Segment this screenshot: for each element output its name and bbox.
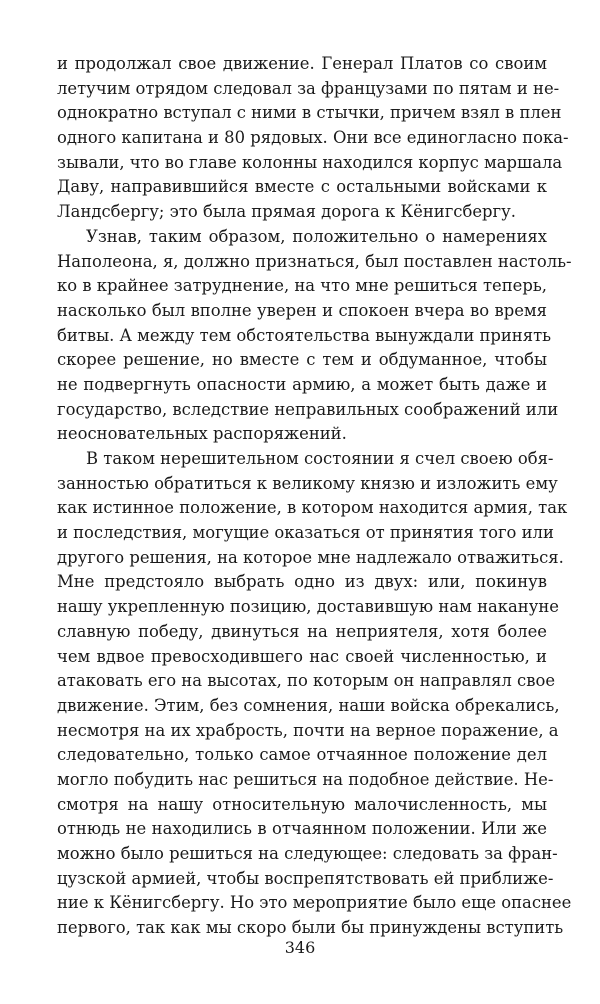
text-line: атаковать его на высотах, по которым он направлял свое bbox=[57, 671, 556, 691]
text-line: зывали, что во главе колонны находился корпус маршала bbox=[57, 152, 563, 172]
text-line: В таком нерешительном состоянии я счел своею обя- bbox=[86, 449, 554, 468]
text-line: битвы. А между тем обстоятельства вынуждали принять bbox=[57, 325, 552, 345]
text-line: чем вдвое превосходившего нас своей численностью, и bbox=[57, 646, 547, 666]
text-line: неосновательных распоряжений. bbox=[57, 424, 347, 444]
text-line: занностью обратиться к великому князю и изложить ему bbox=[57, 473, 558, 493]
text-line: ко в крайнее затруднение, на что мне решиться теперь, bbox=[57, 276, 547, 296]
text-line: первого, так как мы скоро были бы принуждены вступить bbox=[57, 918, 564, 938]
text-line: ние к Кёнигсбергу. Но это мероприятие было еще опаснее bbox=[57, 893, 572, 913]
text-line: не подвергнуть опасности армию, а может быть даже и bbox=[57, 374, 547, 394]
text-line: Мне предстояло выбрать одно из двух: или, покинув bbox=[57, 572, 547, 592]
text-line: могло побудить нас решиться на подобное действие. Не- bbox=[57, 769, 554, 789]
text-line: отнюдь не находились в отчаянном положении. Или же bbox=[57, 819, 547, 839]
text-line: Узнав, таким образом, положительно о намерениях bbox=[86, 226, 547, 246]
text-line: Наполеона, я, должно признаться, был поставлен настоль- bbox=[57, 251, 572, 271]
text-line: цузской армией, чтобы воспрепятствовать ей приближе- bbox=[57, 868, 554, 888]
text-line: летучим отрядом следовал за французами по пятам и не- bbox=[57, 78, 560, 98]
text-line: следовательно, только самое отчаянное положение дел bbox=[57, 745, 547, 765]
text-line: государство, вследствие неправильных соображений или bbox=[57, 399, 559, 419]
text-line: славную победу, двинуться на неприятеля, хотя более bbox=[57, 621, 547, 641]
text-line: одного капитана и 80 рядовых. Они все единогласно пока- bbox=[57, 128, 569, 148]
text-line: как истинное положение, в котором находится армия, так bbox=[57, 498, 568, 518]
text-line: движение. Этим, без сомнения, наши войска обрекались, bbox=[57, 695, 560, 715]
text-line: и продолжал свое движение. Генерал Платов со своим bbox=[57, 54, 547, 73]
body-text bbox=[57, 52, 572, 941]
text-line: Даву, направившийся вместе с остальными войсками к bbox=[57, 177, 547, 197]
text-line: Ландсбергу; это была прямая дорога к Кёнигсбергу. bbox=[57, 202, 516, 222]
text-line: нашу укрепленную позицию, доставившую нам накануне bbox=[57, 597, 559, 617]
text-line: скорее решение, но вместе с тем и обдуманное, чтобы bbox=[57, 350, 547, 370]
text-line: насколько был вполне уверен и спокоен вчера во время bbox=[57, 300, 547, 320]
text-line: другого решения, на которое мне надлежало отважиться. bbox=[57, 547, 564, 567]
text-line: несмотря на их храбрость, почти на верное поражение, а bbox=[57, 720, 559, 740]
page-number: 346 bbox=[284, 938, 316, 957]
text-line: и последствия, могущие оказаться от принятия того или bbox=[57, 523, 554, 543]
text-line: можно было решиться на следующее: следовать за фран- bbox=[57, 844, 558, 863]
text-line: смотря на нашу относительную малочисленность, мы bbox=[57, 794, 547, 814]
text-line: однократно вступал с ними в стычки, причем взял в плен bbox=[57, 103, 562, 123]
